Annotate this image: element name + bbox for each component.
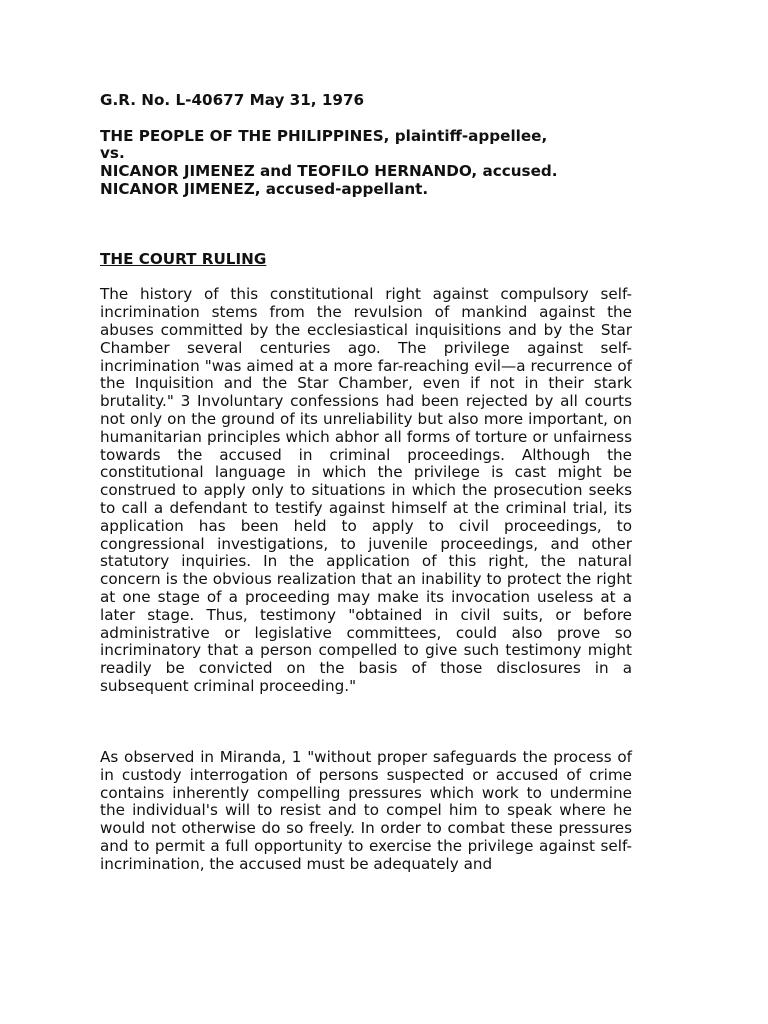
case-number: G.R. No. L-40677 May 31, 1976 bbox=[100, 91, 365, 109]
party-line-accused: NICANOR JIMENEZ and TEOFILO HERNANDO, accused. bbox=[100, 162, 558, 181]
party-line-versus: vs. bbox=[100, 144, 125, 163]
body-paragraph: As observed in Miranda, 1 "without proper safeguards the process of in custody interrogation of persons suspected or accused of crime contains inherently compelling pressures which work to undermine the individual's will to resist and to compel him to speak where he would not otherwise do so freely. In order to combat these pressures and to permit a full opportunity to exercise the privilege against self-incrimination, the accused must be adequately and bbox=[100, 748, 632, 873]
document-page bbox=[100, 92, 632, 874]
section-heading: THE COURT RULING bbox=[100, 249, 267, 268]
party-line-plaintiff: THE PEOPLE OF THE PHILIPPINES, plaintiff-appellee, bbox=[100, 126, 548, 145]
body-paragraph: The history of this constitutional right against compulsory self- incrimination stems from the revulsion of mankind against the abuses committed by the ecclesiastical inquisitions and by the Star Chamber several centuries ago. The privilege against self-incrimination "was aimed at a more far-reaching evil—a recurrence of the Inquisition and the Star Chamber, even if not in their stark brutality." 3 Involuntary confessions had been rejected by all courts not only on the ground of its unreliability but also more important, on humanitarian principles which abhor all forms of torture or unfairness towards the accused in criminal proceedings. Although the constitutional language in which the privilege is cast might be construed to apply only to situations in which the prosecution seeks to call a defendant to testify against himself at the criminal trial, its application has been held to apply to civil proceedings, to congressional investigations, to juvenile proceedings, and other statutory inquiries. In the application of this right, the natural concern is the obvious realization that an inability to protect the right at one stage of a proceeding may make its invocation useless at a later stage. Thus, testimony "obtained in civil suits, or before administrative or legislative committees, could also prove so incriminatory that a person compelled to give such testimony might readily be convicted on the basis of those disclosures in a subsequent criminal proceeding." bbox=[100, 285, 632, 695]
case-parties bbox=[100, 128, 632, 199]
party-line-appellant: NICANOR JIMENEZ, accused-appellant. bbox=[100, 179, 429, 198]
